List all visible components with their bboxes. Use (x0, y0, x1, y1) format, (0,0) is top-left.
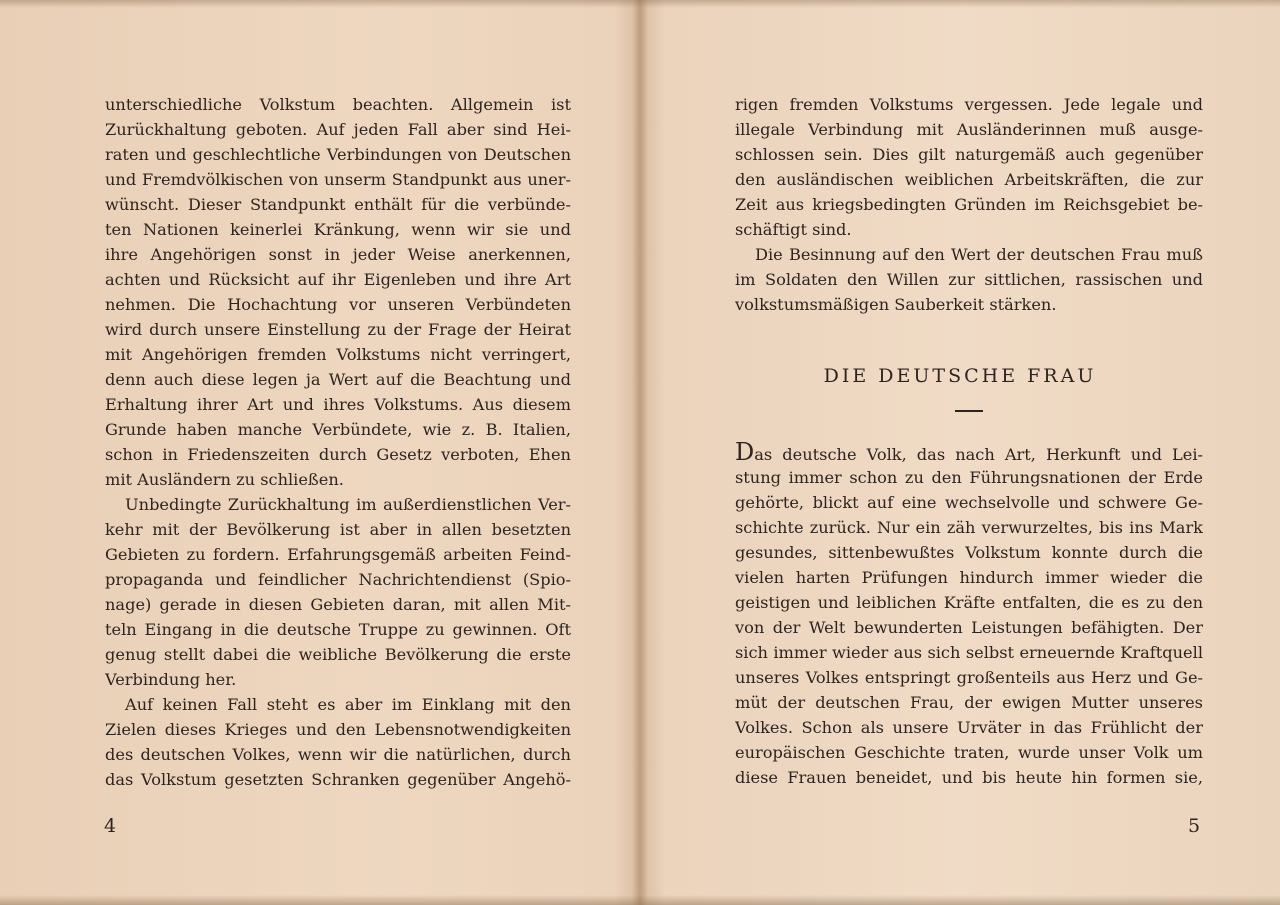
text-line: das Volkstum gesetzten Schranken gegenüber Angehö- (105, 770, 571, 789)
text-line: wünscht. Dieser Standpunkt enthält für die verbünde- (105, 195, 571, 214)
text-line: Zurückhaltung geboten. Auf jeden Fall aber sind Hei- (105, 120, 571, 139)
text-line-first (735, 440, 1203, 465)
first-line-rest: as deutsche Volk, das nach Art, Herkunft und Lei- (754, 445, 1203, 464)
page-number-left: 4 (104, 815, 117, 837)
text-line: gehörte, blickt auf eine wechselvolle und schwere Ge- (735, 493, 1203, 512)
text-line: Erhaltung ihrer Art und ihres Volkstums. Aus diesem (105, 395, 571, 414)
initial-letter: D (735, 440, 755, 465)
text-line: nehmen. Die Hochachtung vor unseren Verbündeten (105, 295, 571, 314)
text-line: sich immer wieder aus sich selbst erneuernde Kraftquell (735, 643, 1203, 662)
text-line: müt der deutschen Frau, der ewigen Mutter unseres (735, 693, 1203, 712)
text-line: im Soldaten den Willen zur sittlichen, rassischen und (735, 270, 1203, 289)
text-line: schäftigt sind. (735, 220, 852, 239)
page-number-right: 5 (1188, 815, 1201, 837)
text-line: Verbindung her. (105, 670, 237, 689)
chapter-title: DIE DEUTSCHE FRAU (823, 365, 1097, 387)
text-line: rigen fremden Volkstums vergessen. Jede legale und (735, 95, 1203, 114)
text-line: denn auch diese legen ja Wert auf die Beachtung und (105, 370, 571, 389)
right-page (640, 0, 1280, 905)
text-line: achten und Rücksicht auf ihr Eigenleben und ihre Art (105, 270, 571, 289)
text-line: schlossen sein. Dies gilt naturgemäß auch gegenüber (735, 145, 1203, 164)
text-line: diese Frauen beneidet, und bis heute hin formen sie, (735, 768, 1203, 787)
text-line: teln Eingang in die deutsche Truppe zu gewinnen. Oft (105, 620, 571, 639)
text-line: Unbedingte Zurückhaltung im außerdienstlichen Ver- (125, 495, 571, 514)
text-line: europäischen Geschichte traten, wurde unser Volk um (735, 743, 1203, 762)
title-rule (955, 410, 983, 412)
text-line: genug stellt dabei die weibliche Bevölkerung die erste (105, 645, 571, 664)
text-line: schichte zurück. Nur ein zäh verwurzeltes, bis ins Mark (735, 518, 1203, 537)
text-line: ten Nationen keinerlei Kränkung, wenn wir sie und (105, 220, 571, 239)
left-page-text (105, 92, 571, 792)
right-page-body-text (735, 440, 1203, 790)
text-line: volkstumsmäßigen Sauberkeit stärken. (735, 295, 1057, 314)
text-line: den ausländischen weiblichen Arbeitskräften, die zur (735, 170, 1203, 189)
text-line: unseres Volkes entspringt großenteils aus Herz und Ge- (735, 668, 1203, 687)
text-line: vielen harten Prüfungen hindurch immer wieder die (735, 568, 1203, 587)
text-line: gesundes, sittenbewußtes Volkstum konnte durch die (735, 543, 1203, 562)
text-line: Grunde haben manche Verbündete, wie z. B. Italien, (105, 420, 571, 439)
text-line: illegale Verbindung mit Ausländerinnen muß ausge- (735, 120, 1203, 139)
text-line: Gebieten zu fordern. Erfahrungsgemäß arbeiten Feind- (105, 545, 571, 564)
text-line: mit Ausländern zu schließen. (105, 470, 344, 489)
text-line: schon in Friedenszeiten durch Gesetz verboten, Ehen (105, 445, 571, 464)
text-line: Volkes. Schon als unsere Urväter in das Frühlicht der (735, 718, 1203, 737)
text-line: propaganda und feindlicher Nachrichtendienst (Spio- (105, 570, 571, 589)
text-line: stung immer schon zu den Führungsnationen der Erde (735, 468, 1203, 487)
text-line: ihre Angehörigen sonst in jeder Weise anerkennen, (105, 245, 571, 264)
text-line: mit Angehörigen fremden Volkstums nicht verringert, (105, 345, 571, 364)
text-line: nage) gerade in diesen Gebieten daran, mit allen Mit- (105, 595, 571, 614)
text-line: raten und geschlechtliche Verbindungen von Deutschen (105, 145, 571, 164)
text-line: Auf keinen Fall steht es aber im Einklang mit den (125, 695, 571, 714)
right-page-top-text (735, 92, 1203, 317)
text-line: und Fremdvölkischen von unserm Standpunkt aus uner- (105, 170, 571, 189)
text-line: kehr mit der Bevölkerung ist aber in allen besetzten (105, 520, 571, 539)
text-line: wird durch unsere Einstellung zu der Frage der Heirat (105, 320, 571, 339)
text-line: des deutschen Volkes, wenn wir die natürlichen, durch (105, 745, 571, 764)
text-line: Zeit aus kriegsbedingten Gründen im Reichsgebiet be- (735, 195, 1203, 214)
text-line: von der Welt bewunderten Leistungen befähigten. Der (735, 618, 1203, 637)
text-line: unterschiedliche Volkstum beachten. Allgemein ist (105, 95, 571, 114)
text-line: Die Besinnung auf den Wert der deutschen Frau muß (755, 245, 1203, 264)
text-line: Zielen dieses Krieges und den Lebensnotwendigkeiten (105, 720, 571, 739)
text-line: geistigen und leiblichen Kräfte entfalten, die es zu den (735, 593, 1203, 612)
